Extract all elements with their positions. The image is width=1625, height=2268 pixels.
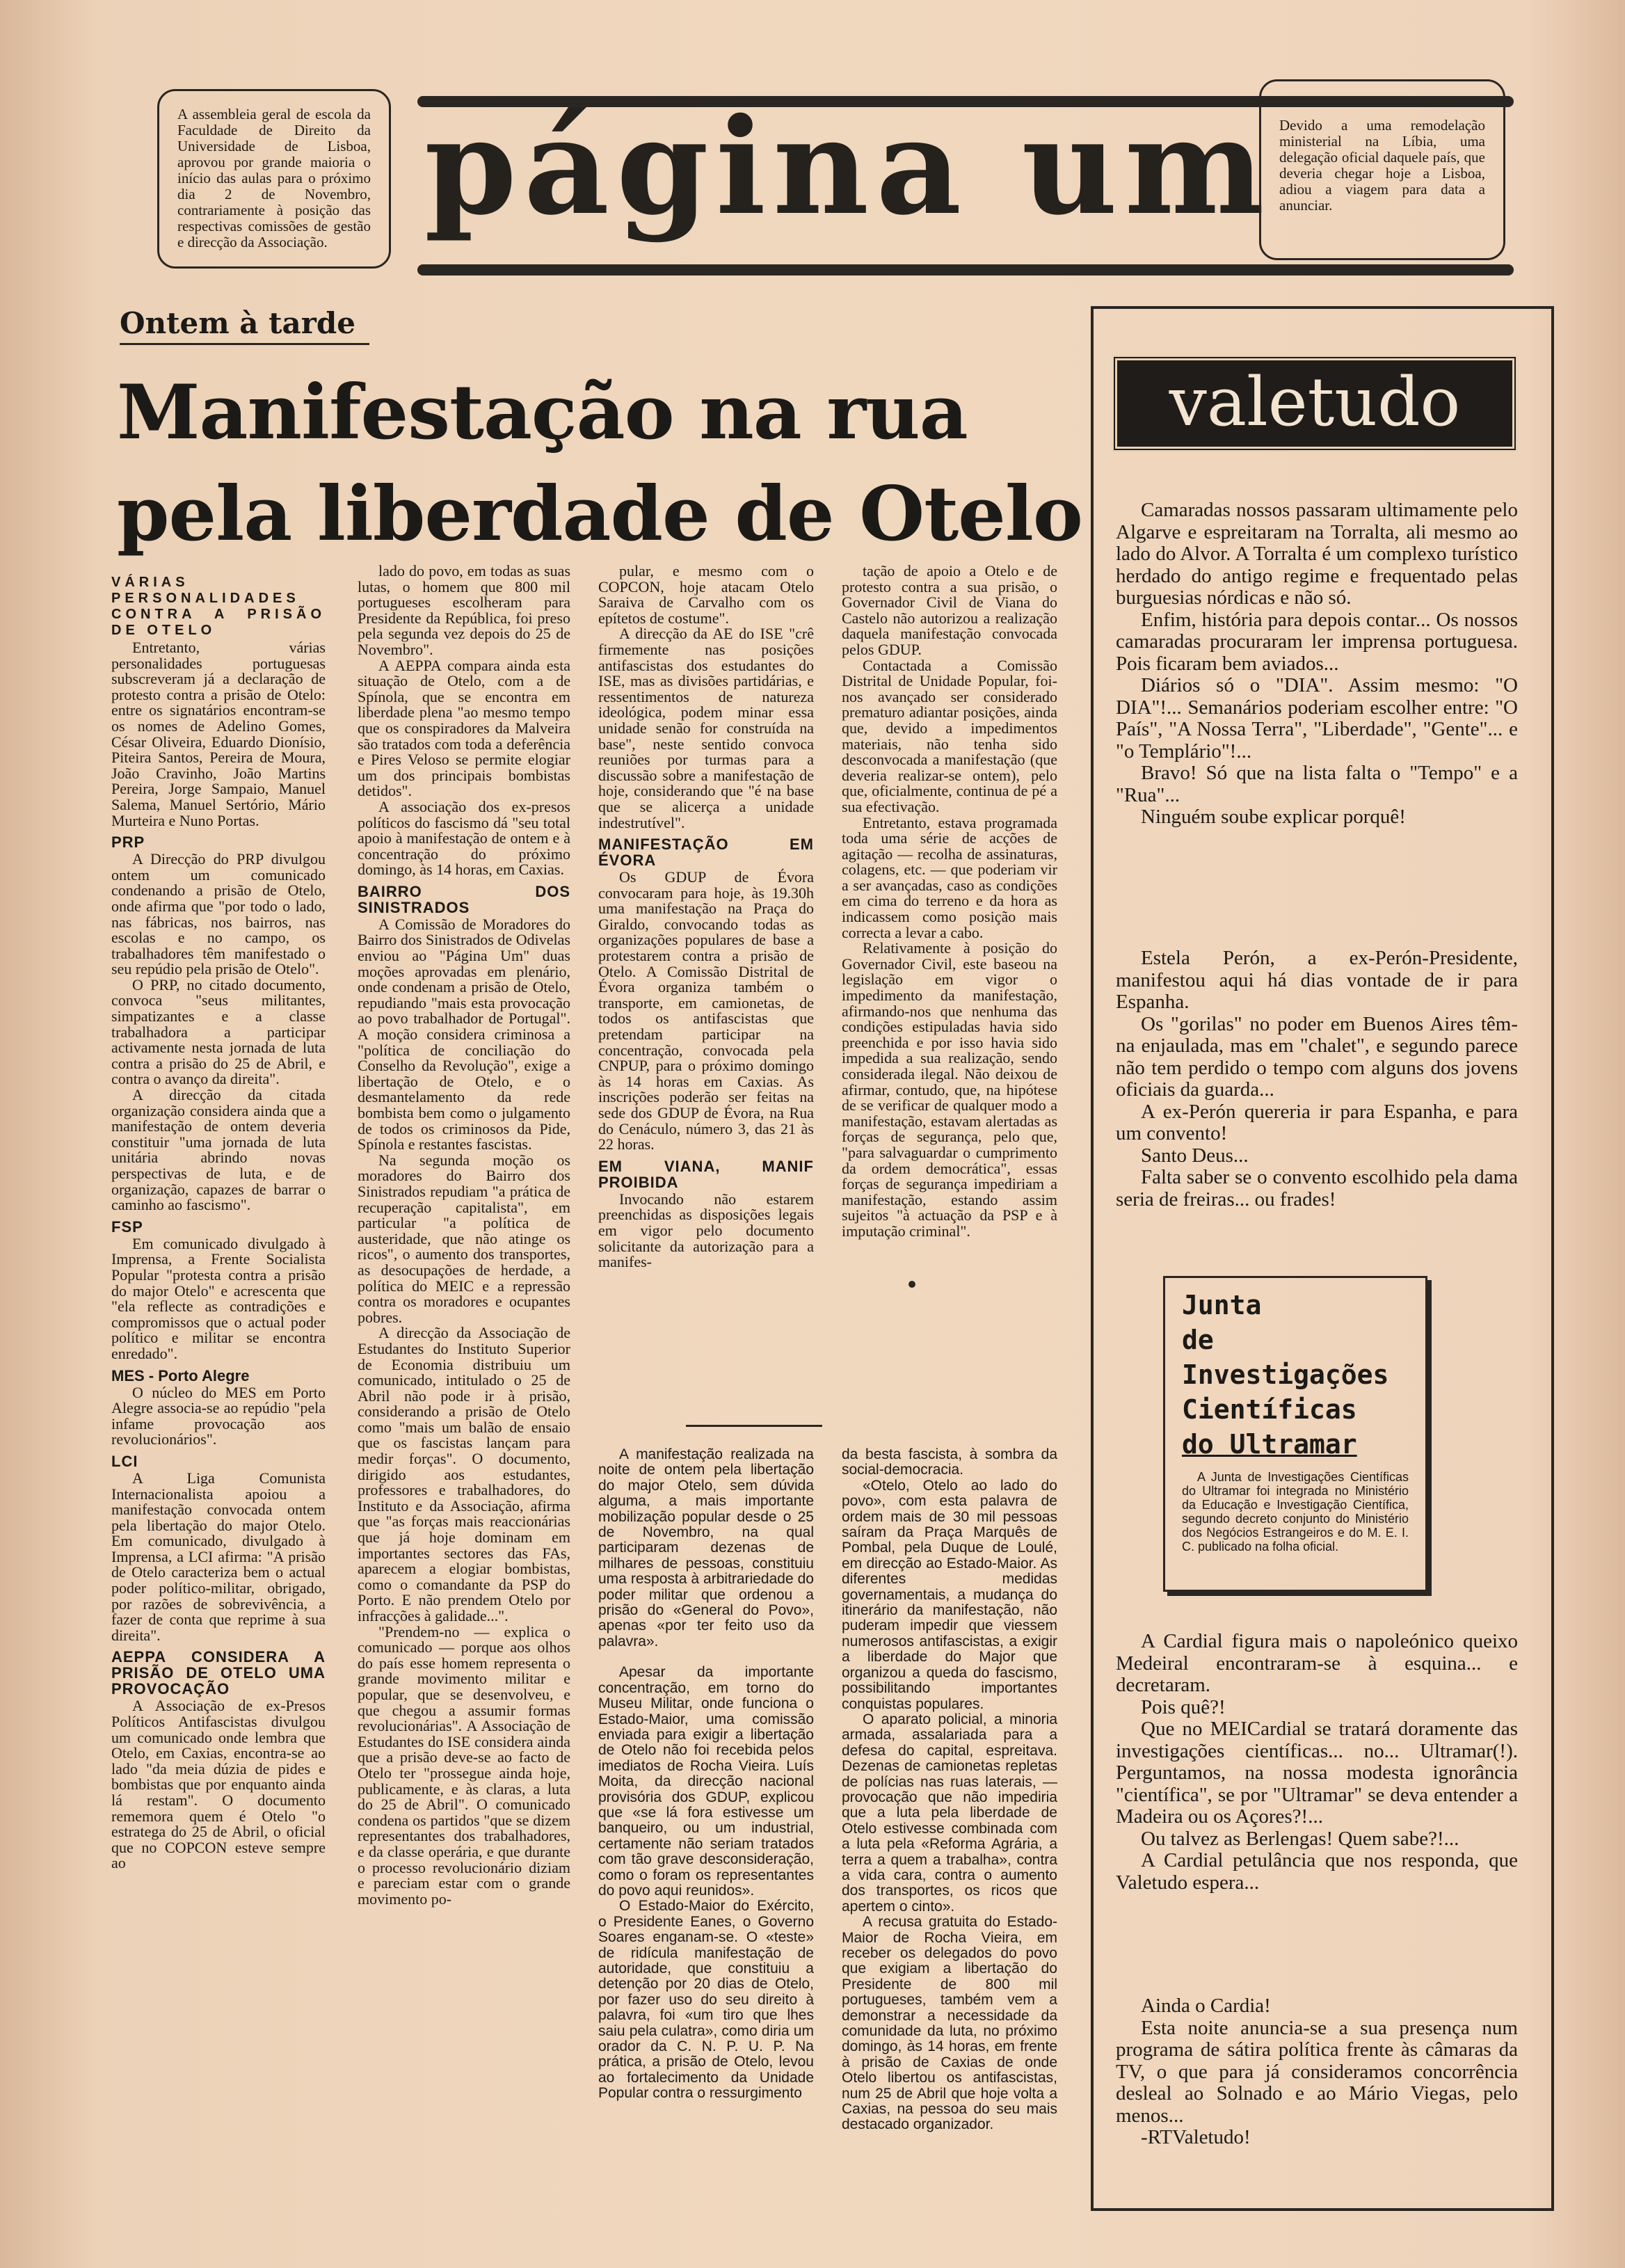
- article-column-4: [842, 564, 1057, 1240]
- paragraph: O PRP, no citado documento, convoca "seus militantes, simpatizantes e a classe trabalhadora a participar activamente nesta jornada de luta contra a prisão do 25 de Abril, e contra o avanço da direita".: [111, 975, 326, 1088]
- paragraph: A direcção da Associação de Estudantes do Instituto Superior de Economia distribuiu um comunicado, intitulado o 25 de Abril não pode ir à prisão, considerando a prisão de Otelo como "mais um balão de ensaio que os fascistas lançam para medir forças". O documento, dirigido aos estudantes, professores e trabalhadores, do Instituto e da Associação, afirma que "as forças mais reaccionárias que já hoje dominam em importantes sectores das FAs, aparecem a elogiar bombistas, como o comandante da PSP do Porto. E não prendem Otelo por infracções à galidade...".: [358, 1324, 570, 1624]
- paragraph: A manifestação realizada na noite de ontem pela libertação do major Otelo, sem dúvida alguma, a mais importante mobilização popular desde o 25 de Novembro, na qual participaram dezenas de milhares de pessoas, constituiu uma resposta à arbitrariedade do poder militar que ordenou a prisão do «General do Povo», apenas «por ter feito uso da palavra».: [598, 1446, 814, 1650]
- article-headline: [117, 362, 1082, 565]
- paragraph: Bravo! Só que na lista falta o "Tempo" e a "Rua"...: [1116, 762, 1518, 806]
- lower-column-left: [598, 1447, 814, 2102]
- paragraph: lado do povo, em todas as suas lutas, o homem que 800 mil portugueses escolheram para Presidente da República, foi preso pela segunda vez depois do 25 de Novembro".: [358, 562, 570, 658]
- paragraph: O núcleo do MES em Porto Alegre associa-se ao repúdio "pela infame provocação aos revolucionários".: [111, 1383, 326, 1448]
- paragraph: A Cardial petulância que nos responda, que Valetudo espera...: [1116, 1849, 1518, 1894]
- right-corner-notice: [1259, 79, 1505, 260]
- paragraph: Falta saber se o convento escolhido pela dama seria de freiras... ou frades!: [1116, 1166, 1518, 1211]
- paragraph: Enfim, história para depois contar... Os nossos camaradas procuraram ler imprensa portuguesa. Pois ficaram bem aviados...: [1116, 608, 1518, 675]
- junta-clipping: [1163, 1276, 1427, 1592]
- subhead: AEPPA CONSIDERA A PRISÃO DE OTELO UMA PROVOCAÇÃO: [111, 1648, 326, 1698]
- subhead: MANIFESTAÇÃO EM ÉVORA: [598, 836, 814, 870]
- paragraph: A AEPPA compara ainda esta situação de Otelo, com a de Spínola, que se encontra em liberdade plena "ao mesmo tempo que os conspiradores da Malveira são tratados com toda a deferência e Pires Veloso se permite elogiar um dos principais bombistas detidos".: [358, 656, 570, 800]
- paragraph: da besta fascista, à sombra da social-democracia.: [842, 1446, 1057, 1478]
- paragraph: «Otelo, Otelo ao lado do povo», com esta palavra de ordem mais de 30 mil pessoas saíram da Praça Marquês de Pombal, pela Duque de Loulé, em direcção ao Estado-Maior. As diferentes medidas governamentais, a mudança do itinerário da manifestação, não puderam impedir que viessem numerosos antifascistas, a exigir a liberdade do Major que organizou a queda do fascismo, possibilitando importantes conquistas populares.: [842, 1477, 1057, 1712]
- section-divider: [686, 1425, 822, 1427]
- clipping-title-line: de Investigações: [1182, 1325, 1389, 1390]
- subhead: VÁRIAS PERSONALIDADES CONTRA A PRISÃO DE OTELO: [111, 575, 326, 638]
- paragraph: O Estado-Maior do Exército, o Presidente Eanes, o Governo Soares enganam-se. O «teste» de ridícula manifestação de autoridade, que constituiu a detenção por 20 dias de Otelo, por fazer uso do seu direito à palavra, foi «um tiro que lhes saiu pela culatra», como diria um orador da C. N. P. U. P. Na prática, a prisão de Otelo, levou ao fortalecimento da Unidade Popular contra o ressurgimento: [598, 1898, 814, 2102]
- paragraph: A Cardial figura mais o napoleónico queixo Medeiral encontraram-se à esquina... e decretaram.: [1116, 1630, 1518, 1696]
- article-column-2: [358, 564, 570, 1907]
- subhead: MES - Porto Alegre: [111, 1366, 250, 1384]
- paragraph: A Direcção do PRP divulgou ontem um comunicado condenando a prisão de Otelo, onde afirma que "por todo o lado, nas fábricas, nos bairros, nas escolas e no campo, os trabalhadores têm manifestado o seu repúdio pela prisão de Otelo".: [111, 850, 326, 978]
- paragraph: -RTValetudo!: [1141, 2126, 1251, 2148]
- headline-line-2: pela liberdade de Otelo: [117, 470, 1082, 558]
- paragraph: Contactada a Comissão Distrital de Unidade Popular, foi-nos avançado ser considerado prematuro adiantar posições, ainda que, devido a impedimentos materiais, não tenha sido desconvocada a manifestação (que deveria realizar-se ontem), pelo que, oficialmente, continua de pé a sua efectivação.: [842, 656, 1057, 815]
- paragraph: Santo Deus...: [1141, 1144, 1249, 1167]
- paragraph: Invocando não estarem preenchidas as disposições legais em vigor pelo documento solicitante da autorização para a manifes-: [598, 1190, 814, 1271]
- paragraph: Ainda o Cardia!: [1141, 1995, 1271, 2017]
- clipping-title-line: Junta: [1182, 1290, 1262, 1320]
- subhead: EM VIANA, MANIF PROIBIDA: [598, 1157, 814, 1191]
- paragraph: A ex-Perón quereria ir para Espanha, e para um convento!: [1116, 1100, 1518, 1144]
- paragraph: Que no MEICardial se tratará doramente das investigações científicas... no... Ultramar(!). Perguntamos, na nossa modesta ignorância "científica", se por "Ultramar" se deva entender a Madeira ou os Açores?!...: [1116, 1718, 1518, 1828]
- subhead: BAIRRO DOS SINISTRADOS: [358, 882, 570, 916]
- paragraph: A recusa gratuita do Estado-Maior de Rocha Vieira, em receber os delegados do povo que exigiam a libertação do Presidente de 800 mil portugueses, também vem a demonstrar a necessidade da comunidade da luta, no próximo domingo, às 14 horas, em frente à prisão de Caxias de onde Otelo libertou os antifascistas, num 25 de Abril que hoje volta a Caxias, na pessoa do seu mais destacado organizador.: [842, 1914, 1057, 2133]
- paragraph: Em comunicado divulgado à Imprensa, a Frente Socialista Popular "protesta contra a prisão do major Otelo" e acrescenta que "ela reflecte as contradições e compromissos que o actual poder político e militar se encontra enredado".: [111, 1234, 326, 1362]
- paragraph: "Prendem-no — explica o comunicado — porque aos olhos do país esse homem representa o grande movimento militar e popular, que se desenvolveu, e que chegou a assumir formas revolucionárias". A Associação de Estudantes do ISE considera ainda que a prisão deve-se ao facto de Otelo ter "prossegue ainda hoje, publicamente, e às claras, a luta do 25 de Abril". O comunicado condena os partidos "que se dizem representantes dos trabalhadores, e da classe operária, e que durante o processo revolucionário diziam e pareciam estar com o grande movimento po-: [358, 1622, 570, 1908]
- paragraph: Pois quê?!: [1141, 1695, 1226, 1718]
- sidebar-block-2: [1116, 948, 1518, 1211]
- paragraph: Camaradas nossos passaram ultimamente pelo Algarve e espreitaram na Torralta, ali mesmo ao lado do Alvor. A Torralta é um complexo turístico herdado do antigo regime e frequentado pelas burguesias nórdicas e não só.: [1116, 499, 1518, 609]
- paragraph: Esta noite anuncia-se a sua presença num programa de sátira política frente às câmaras da TV, o que para já consideramos concorrência desleal ao Solnado e ao Mário Viegas, pelo menos...: [1116, 2016, 1518, 2127]
- paragraph: A Liga Comunista Internacionalista apoiou a manifestação convocada ontem pela libertação do major Otelo. Em comunicado, divulgado à Imprensa, a LCI afirma: "A prisão de Otelo caracteriza bem o actual poder político-militar, obrigado, por razões de sobrevivência, a fazer de conta que reprime à sua direita".: [111, 1469, 326, 1644]
- left-corner-notice: [157, 89, 391, 269]
- subhead: PRP: [111, 833, 145, 852]
- lower-column-right: [842, 1447, 1057, 2133]
- clipping-body: A Junta de Investigações Científicas do Ultramar foi integrada no Ministério da Educação e Investigação Científica, segundo decreto conjunto do Ministério dos Negócios Estrangeiros e do M. E. I. C. publicado na folha oficial.: [1182, 1470, 1409, 1554]
- paragraph: Os GDUP de Évora convocaram para hoje, às 19.30h uma manifestação na Praça do Giraldo, convocando todas as organizações populares de base a protestarem contra a prisão de Otelo. A Comissão Distrital de Évora organiza também o transporte, em camionetas, de todos os antifascistas que pretendam participar na concentração, convocada pela CNPUP, para o próximo domingo às 14 horas em Caxias. As inscrições poderão ser feitas na sede dos GDUP de Évora, na Rua do Cenáculo, número 3, das 21 às 22 horas.: [598, 868, 814, 1153]
- paragraph: Apesar da importante concentração, em torno do Museu Militar, onde funciona o Estado-Maior, uma comissão enviada para exigir a libertação de Otelo não foi recebida pelos imediatos de Rocha Vieira. Luís Moita, da direcção nacional provisória dos GDUP, explicou que «se lá fora estivesse um banqueiro, ou um industrial, certamente não seriam tratados com tão grave desconsideração, como o foram os representantes do povo aqui reunidos».: [598, 1664, 814, 1899]
- paragraph: A associação dos ex-presos políticos do fascismo dá "seu total apoio à manifestação de ontem e à concentração do próximo domingo, às 14 horas, em Caxias.: [358, 797, 570, 879]
- paragraph: A direcção da AE do ISE "crê firmemente nas posições antifascistas dos estudantes do ISE, mas as divisões partidárias, e ressentimentos de natureza ideológica, podem minar essa unidade senão for construída na base", neste sentido convoca reuniões por turmas para a discussão sobre a manifestação de hoje, considerando que "é na base que se alicerça a unidade indestrutível".: [598, 625, 814, 831]
- paragraph: Estela Perón, a ex-Perón-Presidente, manifestou aqui há dias vontade de ir para Espanha.: [1116, 947, 1518, 1013]
- article-column-3: [598, 564, 814, 1270]
- paragraph: tação de apoio a Otelo e de protesto contra a sua prisão, o Governador Civil de Viana do Castelo não autorizou a realização daquela manifestação convocada pelos GDUP.: [842, 562, 1057, 658]
- paragraph: A direcção da citada organização considera ainda que a manifestação de ontem deveria constituir "uma jornada de luta unitária abrindo novas perspectivas de luta, e de organização, capazes de barrar o caminho ao fascismo".: [111, 1086, 326, 1214]
- paragraph: Na segunda moção os moradores do Bairro dos Sinistrados repudiam "a prática de recuperação capitalista", em particular "a política de austeridade, que não atinge os ricos", o aumento dos transportes, as desocupações de herdade, a política do MEIC e a repressão contra os moradores e ocupantes pobres.: [358, 1151, 570, 1326]
- paragraph: Ou talvez as Berlengas! Quem sabe?!...: [1141, 1827, 1459, 1850]
- paragraph: O aparato policial, a minoria armada, assalariada para a defesa do capital, espreitava. Dezenas de camionetas repletas de polícias nas ruas laterais, — provocação que não impediria que a luta pela liberdade de Otelo estivesse combinada com a luta pela «Reforma Agrária, a terra a quem a trabalha», contra a vida cara, contra o aumento dos transportes, os ricos que apertem o cinto».: [842, 1711, 1057, 1915]
- paragraph: pular, e mesmo com o COPCON, hoje atacam Otelo Saraiva de Carvalho com os epítetos de costume".: [598, 562, 814, 627]
- sidebar-title: valetudo: [1112, 355, 1518, 452]
- paragraph: Ninguém soube explicar porquê!: [1141, 806, 1406, 828]
- paragraph: Diários só o "DIA". Assim mesmo: "O DIA"!... Semanários poderiam escolher entre: "O País", "A Nossa Terra", "Liberdade", "Gente"... e "o Templário"!...: [1116, 674, 1518, 762]
- headline-line-1: Manifestação na rua: [117, 369, 968, 456]
- subhead: FSP: [111, 1217, 143, 1236]
- paragraph: Relativamente à posição do Governador Civil, este baseou na legislação em vigor o impedimento da manifestação, afirmando-nos que nenhuma das condições estipuladas havia sido preenchida e por isso havia sido impedida a sua realização, sendo considerada ilegal. Não deixou de afirmar, contudo, que, na hipótese de se verificar de qualquer modo a manifestação, estavam alertadas as forças de segurança, pelo que, "para salvaguardar o cumprimento da ordem democrática", essas forças de segurança impediriam a manifestação, estando assim sujeitos "à actuação da PSP e à imputação criminal".: [842, 939, 1057, 1240]
- clipping-title-line: do Ultramar: [1182, 1429, 1357, 1460]
- paragraph: Entretanto, várias personalidades portuguesas subscreveram já a declaração de protesto contra a prisão de Otelo: entre os signatários encontram-se os nomes de Adelino Gomes, César Oliveira, Eduardo Dionísio, Piteira Santos, Pereira de Moura, João Cravinho, João Martins Pereira, Jorge Sampaio, Manuel Salema, Manuel Sertório, Mário Murteira e Nuno Portas.: [111, 639, 326, 829]
- paragraph: Entretanto, estava programada toda uma série de acções de agitação — recolha de assinaturas, colagens, etc. — que poderiam vir a ser avançadas, caso as condições em cima do terreno e da hora as indicassem como posição mais correcta a levar a cabo.: [842, 813, 1057, 941]
- bullet-mark: [908, 1281, 915, 1288]
- subhead: LCI: [111, 1452, 138, 1470]
- paragraph: Os "gorilas" no poder em Buenos Aires têm-na enjaulada, mas em "chalet", e segundo parece não tem perdido o tempo com alguns dos jovens oficiais da guarda...: [1116, 1012, 1518, 1101]
- sidebar-block-3: [1116, 1631, 1518, 1894]
- right-corner-notice-text: Devido a uma remodelação ministerial na Líbia, uma delegação oficial daquele país, que deveria chegar hoje a Lisboa, adiou a viagem para data a anunciar.: [1279, 117, 1485, 214]
- sidebar-block-4: [1116, 1995, 1518, 2149]
- article-kicker: Ontem à tarde: [120, 306, 369, 345]
- left-corner-notice-text: A assembleia geral de escola da Faculdade de Direito da Universidade de Lisboa, aprovou por grande maioria o início das aulas para o próximo dia 2 de Novembro, contrariamente à posição das respectivas comissões de gestão e direcção da Associação.: [177, 106, 371, 250]
- paragraph: A Associação de ex-Presos Políticos Antifascistas divulgou um comunicado onde lembra que Otelo, em Caxias, encontra-se ao lado "da meia dúzia de pides e bombistas que por enquanto ainda lá restam". O documento rememora quem é Otelo "o estratega do 25 de Abril, o oficial que no COPCON esteve sempre ao: [111, 1697, 326, 1872]
- paragraph: A Comissão de Moradores do Bairro dos Sinistrados de Odivelas enviou ao "Página Um" duas moções aprovadas em plenário, onde condenam a prisão de Otelo, repudiando "mais esta provocação ao povo trabalhador de Portugal". A moção considera criminosa a "política de conciliação do Conselho da Revolução", exige a libertação de Otelo, e o desmantelamento da rede bombista bem como o julgamento de todos os criminosos da Pide, Spínola e restantes fascistas.: [358, 915, 570, 1153]
- clipping-title-line: Científicas: [1182, 1394, 1357, 1425]
- masthead-title: página um: [424, 89, 1272, 244]
- sidebar-block-1: [1116, 500, 1518, 829]
- clipping-title: [1182, 1288, 1409, 1462]
- masthead-bottom-rule: [417, 264, 1514, 275]
- article-column-1: [111, 569, 326, 1871]
